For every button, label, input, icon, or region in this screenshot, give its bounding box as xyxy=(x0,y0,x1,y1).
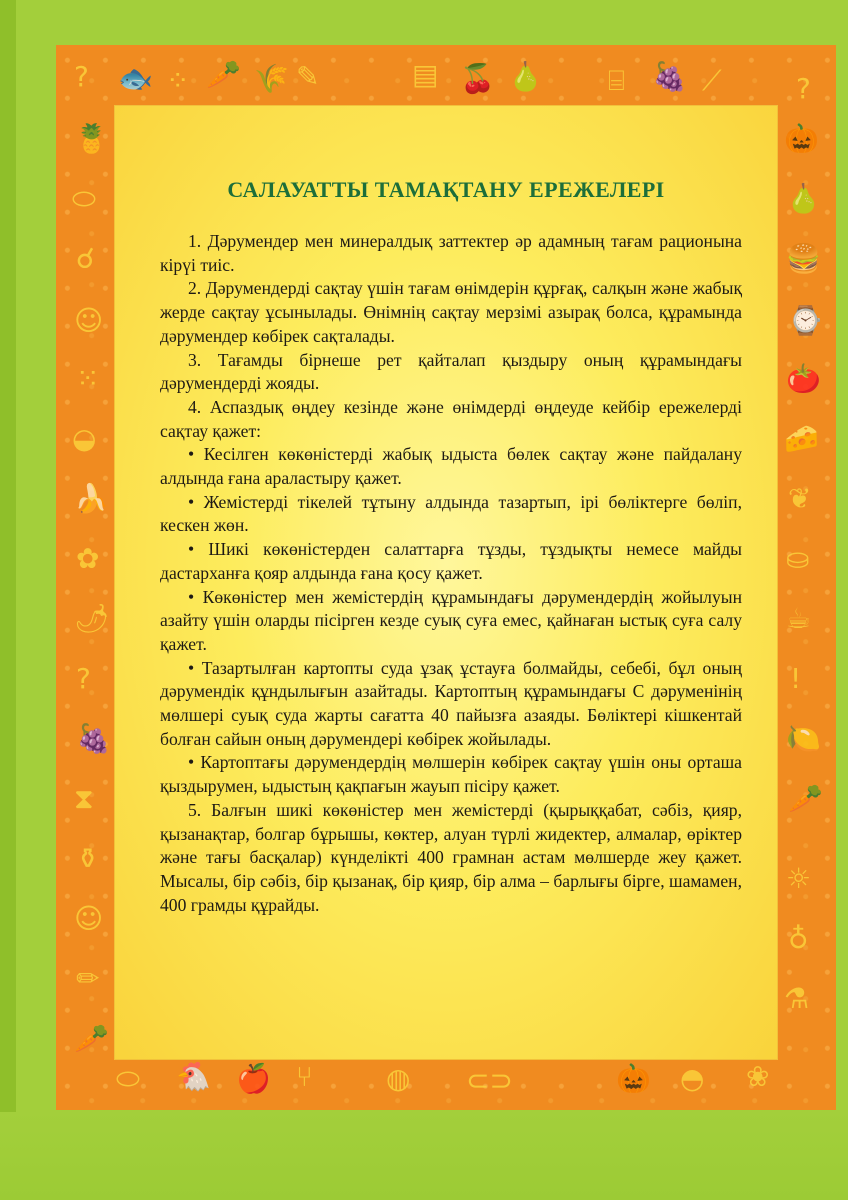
question-mark-icon: ? xyxy=(74,60,89,93)
chicken-icon: 🐔 xyxy=(176,1060,211,1093)
beet-icon: ♁ xyxy=(788,922,809,955)
question-mark-icon: ? xyxy=(796,72,811,105)
hop-icon: ❦ xyxy=(788,482,812,515)
hourglass-icon: ⧗ xyxy=(74,782,94,815)
rule-bullet: • Көкөністер мен жемістердің құрамындағы дәрумендердің жойылуын азайту үшін оларды пісірген кезде суық суға емес, қайнаған ыстық суға салу қажет. xyxy=(160,586,742,654)
question-mark-icon: ? xyxy=(76,662,91,695)
fish-icon: 🐟 xyxy=(118,62,153,95)
rule-bullet: • Кесілген көкөністерді жабық ыдыста бөлек сақтау және пайдалану алдында ғана араластыру қажет. xyxy=(160,444,742,489)
content-panel xyxy=(114,105,778,1060)
chef-icon: ☺ xyxy=(74,304,104,337)
bottle-icon: ⚱ xyxy=(76,842,100,875)
pineapple-icon: 🍍 xyxy=(74,122,109,155)
lemon-icon: 🍋 xyxy=(786,722,821,755)
dots-icon: ⁙ xyxy=(76,362,100,395)
basket-icon: ⛀ xyxy=(786,542,810,575)
banana-icon: 🍌 xyxy=(74,482,109,515)
carrot-icon: 🥕 xyxy=(206,58,241,91)
radish-icon: ☌ xyxy=(76,242,95,275)
knife-icon: ⟋ xyxy=(702,64,722,97)
rule-paragraph: 5. Балғын шикі көкөністер мен жемістерді (қырыққабат, сәбіз, қияр, қызанақтар, болгар бұрышы, көктер, алуан түрлі жидектер, алмалар, өріктер және тағы басқалар) күнделікті 400 грамнан астам мөлшерде жеу қажет. Мысалы, бір сәбіз, бір қызанақ, бір қияр, бір алма – барлығы бірге, шамамен, 400 грамды құрайды. xyxy=(160,799,742,915)
pencil-icon: ✎ xyxy=(296,60,320,93)
rule-bullet: • Тазартылған картопты суда ұзақ ұстауға болмайды, себебі, бұл оның дәрумендік құндылығын азайтады. Картоптың құрамындағы С дәруменінің мөлшері суық суда жарты сағатта 40 пайызға азаяды. Бөліктері кішкентай болған сайын оның дәрумендері көбірек жойылады. xyxy=(160,657,742,749)
flower-icon: ✿ xyxy=(76,542,100,575)
tomato-icon: 🍅 xyxy=(786,362,821,395)
pear-icon: 🍐 xyxy=(786,182,821,215)
page-title: САЛАУАТТЫ ТАМАҚТАНУ ЕРЕЖЕЛЕРІ xyxy=(227,177,665,202)
background-strip xyxy=(0,0,16,1200)
burger-icon: 🍔 xyxy=(786,242,821,275)
carrot-icon: 🥕 xyxy=(74,1022,109,1055)
fork-icon: ⑂ xyxy=(296,1060,313,1093)
cheese-icon: 🧀 xyxy=(784,422,819,455)
pumpkin-icon: 🎃 xyxy=(616,1062,651,1095)
cookie-icon: ◍ xyxy=(386,1062,411,1095)
bowl-icon: ◓ xyxy=(680,1062,705,1095)
carrot-icon: 🥕 xyxy=(788,782,823,815)
rule-paragraph: 1. Дәрумендер мен минералдық заттектер әр адамның тағам рационына кірүі тиіс. xyxy=(160,231,742,275)
rule-paragraph: 4. Аспаздық өңдеу кезінде және өнімдерді өңдеуде кейбір ережелерді сақтау қажет: xyxy=(160,396,742,441)
apple-icon: 🍎 xyxy=(236,1062,271,1095)
bread-icon: ⬭ xyxy=(72,182,96,215)
grape-icon: 🍇 xyxy=(76,722,111,755)
cabbage-icon: ❀ xyxy=(746,1060,770,1093)
wheat-icon: 🌾 xyxy=(254,62,289,95)
rule-bullet: • Жемістерді тікелей тұтыну алдында тазартып, ірі бөліктерге бөліп, кескен жөн. xyxy=(160,491,742,536)
rule-bullet: • Шикі көкөністерден салаттарға тұзды, тұздықты немесе майды дастарханға қояр алдында ғана қосу қажет. xyxy=(160,539,742,583)
bowl-icon: ◒ xyxy=(72,422,97,455)
rule-paragraph: 3. Тағамды бірнеше рет қайталап қыздыру оның құрамындағы дәрумендерді жояды. xyxy=(160,349,742,394)
cherry-icon: 🍒 xyxy=(460,62,495,95)
smile-icon: ☺ xyxy=(74,902,104,935)
pencil-icon: ✏ xyxy=(76,962,100,995)
watch-icon: ⌚ xyxy=(788,304,823,337)
exclamation-icon: ! xyxy=(790,662,802,695)
pear-icon: 🍐 xyxy=(508,60,543,93)
background-bottom xyxy=(0,1112,848,1200)
sun-icon: ☼ xyxy=(786,862,812,895)
seeds-icon: ⁘ xyxy=(166,64,190,97)
pumpkin-icon: 🎃 xyxy=(784,122,819,155)
bread-icon: ⬭ xyxy=(116,1062,140,1095)
notebook-icon: ▤ xyxy=(412,58,439,91)
rules-text xyxy=(160,230,742,917)
rule-bullet: • Картоптағы дәрумендердің мөлшерін көбірек сақтау үшін оны орташа қыздырумен, ыдыстың қақпағын жауып пісіру қажет. xyxy=(160,752,742,797)
jug-icon: ⚗ xyxy=(784,982,810,1015)
rule-paragraph: 2. Дәрумендерді сақтау үшін тағам өнімдерін құрғақ, салқын және жабық жерде сақтау ұсынылады. Өнімнің сақтау мерзімі азырақ болса, құрамында дәрумендер көбірек сақталады. xyxy=(160,278,742,346)
sausage-icon: ⊂⊃ xyxy=(466,1064,513,1097)
teapot-icon: ☕ xyxy=(786,602,812,635)
jar-icon: ⌸ xyxy=(608,64,625,97)
grape-icon: 🍇 xyxy=(652,60,687,93)
pepper-icon: 🌶 xyxy=(74,602,110,635)
